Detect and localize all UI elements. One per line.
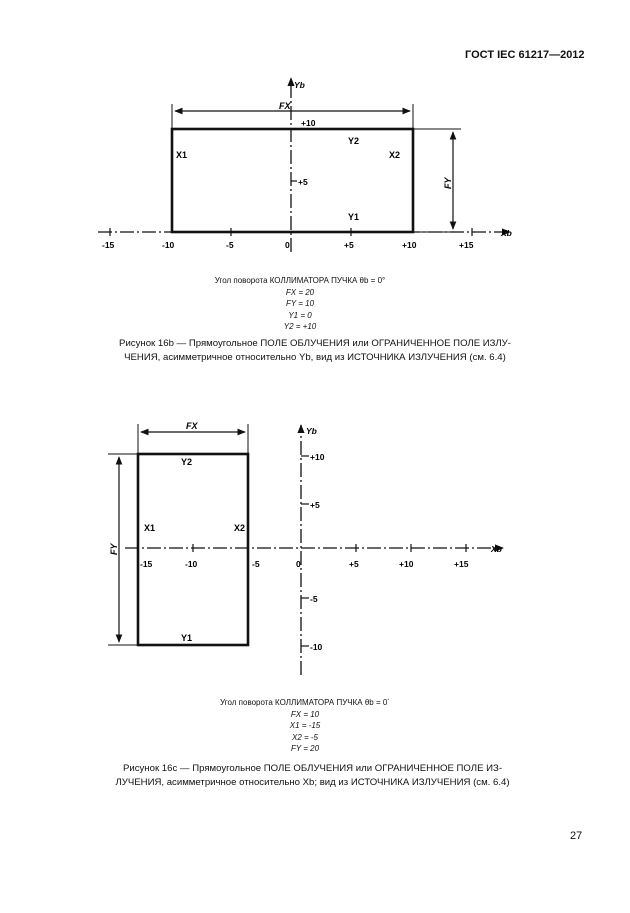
c-xtick-p15: +15	[454, 559, 469, 569]
b-param-y2: Y2 = +10	[283, 322, 317, 331]
c-ytick-p5: +5	[310, 500, 320, 510]
b-xtick-p5: +5	[344, 240, 354, 250]
b-fy-label: FY	[443, 177, 453, 189]
c-ytick-m5: -5	[310, 594, 318, 604]
c-param-rotation: Угол поворота КОЛЛИМАТОРА ПУЧКА θb = 0´	[220, 698, 390, 707]
c-param-x2: X2 = -5	[291, 732, 318, 742]
c-xaxis-label: Xb	[491, 544, 502, 554]
b-param-y1: Y1 = 0	[288, 310, 312, 320]
c-xtick-m10: -10	[185, 559, 198, 569]
b-caption-line2: ЧЕНИЯ, асимметричное относительно Yb, вид из ИСТОЧНИКА ИЗЛУЧЕНИЯ (см. 6.4)	[124, 352, 506, 363]
b-ytick-p10: +10	[301, 118, 316, 128]
b-fx-label: FX	[279, 101, 291, 111]
figure-16b	[98, 78, 512, 252]
b-xtick-0: 0	[285, 240, 290, 250]
c-caption-line2: ЛУЧЕНИЯ, асимметричное относительно Xb; вид из ИСТОЧНИКА ИЗЛУЧЕНИЯ (см. 6.4)	[115, 777, 510, 788]
b-param-fx: FX = 20	[285, 287, 315, 297]
c-y1-label: Y1	[181, 633, 193, 643]
c-xtick-m5: -5	[252, 559, 260, 569]
c-param-x1: X1 = -15	[289, 721, 321, 730]
b-xtick-m5: -5	[226, 240, 234, 250]
b-xtick-p10: +10	[402, 240, 417, 250]
b-xaxis-label: Xb	[501, 228, 512, 238]
page-number: 27	[570, 830, 583, 842]
c-xtick-m15: -15	[140, 559, 153, 569]
standard-header: ГОСТ IEC 61217—2012	[465, 49, 585, 61]
figure-16c	[108, 421, 503, 675]
b-ytick-p5: +5	[298, 177, 308, 187]
c-xtick-0: 0	[296, 559, 301, 569]
c-param-fy: FY = 20	[290, 744, 320, 753]
b-caption	[60, 337, 570, 365]
c-parameters	[195, 697, 415, 755]
b-param-rotation: Угол поворота КОЛЛИМАТОРА ПУЧКА θb = 0°	[214, 276, 386, 285]
c-caption	[55, 762, 570, 790]
b-param-fy: FY = 10	[285, 299, 315, 308]
c-y2-label: Y2	[181, 457, 193, 467]
c-fy-label: FY	[109, 543, 119, 555]
c-y-ticks	[301, 456, 309, 646]
b-x2-label: X2	[389, 150, 401, 160]
c-x1-label: X1	[144, 523, 156, 533]
c-ytick-m10: -10	[310, 642, 323, 652]
c-caption-line1: Рисунок 16c — Прямоугольное ПОЛЕ ОБЛУЧЕНИЯ или ОГРАНИЧЕННОЕ ПОЛЕ ИЗ-	[122, 763, 503, 774]
c-fx-label: FX	[186, 421, 198, 431]
b-caption-line1: Рисунок 16b — Прямоугольное ПОЛЕ ОБЛУЧЕНИЯ или ОГРАНИЧЕННОЕ ПОЛЕ ИЗЛУ-	[119, 338, 511, 349]
b-yaxis-label: Yb	[294, 80, 305, 90]
b-xtick-m10: -10	[162, 240, 175, 250]
c-xtick-p5: +5	[349, 559, 359, 569]
c-yaxis-label: Yb	[306, 426, 317, 436]
b-y1-label: Y1	[348, 212, 360, 222]
b-xtick-p15: +15	[459, 240, 474, 250]
c-param-fx: FX = 10	[290, 709, 320, 719]
c-x2-label: X2	[234, 523, 246, 533]
b-y2-label: Y2	[348, 136, 360, 146]
b-xtick-m15: -15	[102, 240, 115, 250]
c-xtick-p10: +10	[399, 559, 414, 569]
c-ytick-p10: +10	[310, 452, 325, 462]
b-parameters	[190, 275, 410, 333]
b-x1-label: X1	[176, 150, 188, 160]
